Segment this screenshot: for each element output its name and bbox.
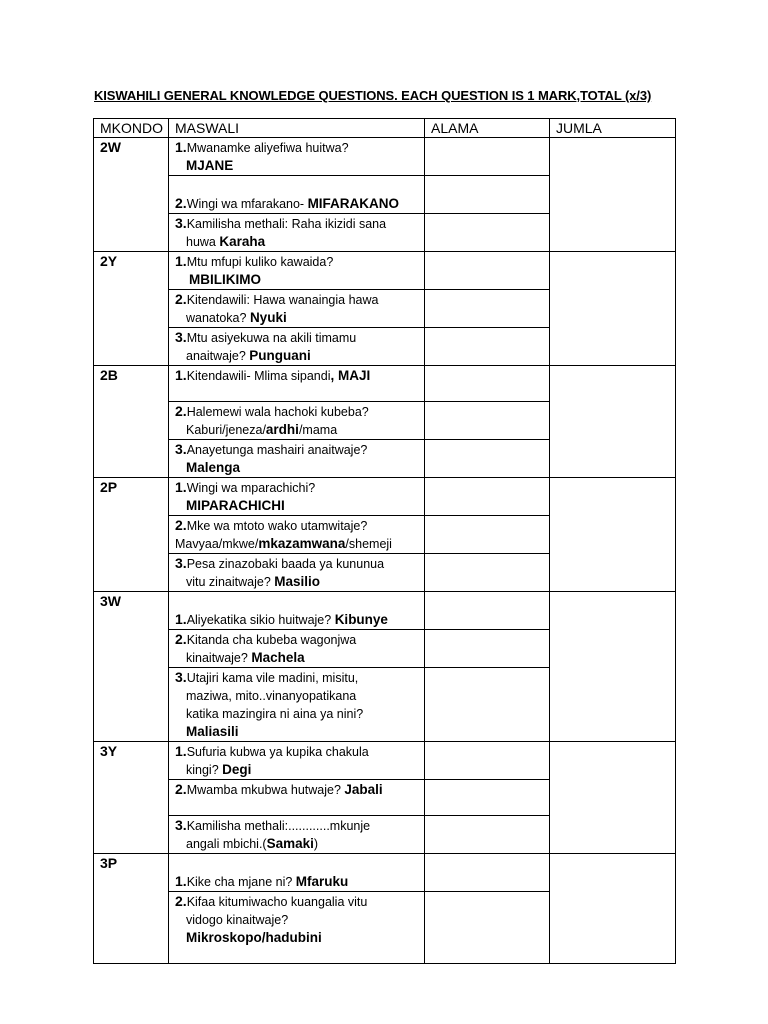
mark-cell[interactable] [425,440,550,478]
stream-code: 2B [94,366,169,478]
mark-cell[interactable] [425,516,550,554]
question-cell: 3.Kamilisha methali:............mkunje angali mbichi.(Samaki) [169,816,425,854]
mark-cell[interactable] [425,592,550,630]
mark-cell[interactable] [425,780,550,816]
question-cell: 3.Mtu asiyekuwa na akili timamu anaitwaje? Punguani [169,328,425,366]
table-row [94,366,676,402]
table-row [94,138,676,176]
stream-code: 2Y [94,252,169,366]
question-cell: 1.Sufuria kubwa ya kupika chakula kingi? Degi [169,742,425,780]
question-cell: 3.Kamilisha methali: Raha ikizidi sana huwa Karaha [169,214,425,252]
question-cell: 3.Utajiri kama vile madini, misitu, maziwa, mito..vinanyopatikana katika mazingira ni aina ya nini? Maliasili [169,668,425,742]
stream-code: 3Y [94,742,169,854]
mark-cell[interactable] [425,290,550,328]
header-maswali: MASWALI [169,119,425,138]
question-cell: 1.Kitendawili- Mlima sipandi, MAJI [169,366,425,402]
question-cell: 2.Wingi wa mfarakano- MIFARAKANO [169,176,425,214]
question-cell: 2.Mke wa mtoto wako utamwitaje? Mavyaa/mkwe/mkazamwana/shemeji [169,516,425,554]
mark-cell[interactable] [425,554,550,592]
table-row [94,592,676,630]
question-cell: 2.Kifaa kitumiwacho kuangalia vitu vidogo kinaitwaje? Mikroskopo/hadubini [169,892,425,964]
stream-code: 2P [94,478,169,592]
header-row [94,119,676,138]
stream-code: 3P [94,854,169,964]
table-row [94,478,676,516]
question-cell: 1.Mtu mfupi kuliko kawaida? MBILIKIMO [169,252,425,290]
stream-code: 2W [94,138,169,252]
mark-cell[interactable] [425,478,550,516]
mark-cell[interactable] [425,176,550,214]
question-cell: 2.Kitendawili: Hawa wanaingia hawa wanatoka? Nyuki [169,290,425,328]
header-alama: ALAMA [425,119,550,138]
total-cell[interactable] [550,366,676,478]
total-cell[interactable] [550,592,676,742]
table-row [94,854,676,892]
mark-cell[interactable] [425,742,550,780]
question-table [93,118,676,964]
total-cell[interactable] [550,854,676,964]
header-jumla: JUMLA [550,119,676,138]
question-cell: 1.Mwanamke aliyefiwa huitwa? MJANE [169,138,425,176]
document-title: KISWAHILI GENERAL KNOWLEDGE QUESTIONS. EACH QUESTION IS 1 MARK,TOTAL (x/3) [94,88,652,103]
mark-cell[interactable] [425,668,550,742]
question-cell: 3.Anayetunga mashairi anaitwaje? Malenga [169,440,425,478]
mark-cell[interactable] [425,252,550,290]
question-cell: 3.Pesa zinazobaki baada ya kununua vitu zinaitwaje? Masilio [169,554,425,592]
total-cell[interactable] [550,742,676,854]
table-row [94,252,676,290]
question-cell: 2.Mwamba mkubwa hutwaje? Jabali [169,780,425,816]
header-mkondo: MKONDO [94,119,169,138]
question-cell: 2.Kitanda cha kubeba wagonjwa kinaitwaje? Machela [169,630,425,668]
total-cell[interactable] [550,478,676,592]
question-cell: 1.Kike cha mjane ni? Mfaruku [169,854,425,892]
table-row [94,742,676,780]
mark-cell[interactable] [425,214,550,252]
mark-cell[interactable] [425,816,550,854]
mark-cell[interactable] [425,892,550,964]
mark-cell[interactable] [425,630,550,668]
question-cell: 1.Aliyekatika sikio huitwaje? Kibunye [169,592,425,630]
mark-cell[interactable] [425,402,550,440]
mark-cell[interactable] [425,328,550,366]
mark-cell[interactable] [425,138,550,176]
total-cell[interactable] [550,252,676,366]
mark-cell[interactable] [425,854,550,892]
total-cell[interactable] [550,138,676,252]
stream-code: 3W [94,592,169,742]
mark-cell[interactable] [425,366,550,402]
question-cell: 1.Wingi wa mparachichi? MIPARACHICHI [169,478,425,516]
question-cell: 2.Halemewi wala hachoki kubeba? Kaburi/jeneza/ardhi/mama [169,402,425,440]
